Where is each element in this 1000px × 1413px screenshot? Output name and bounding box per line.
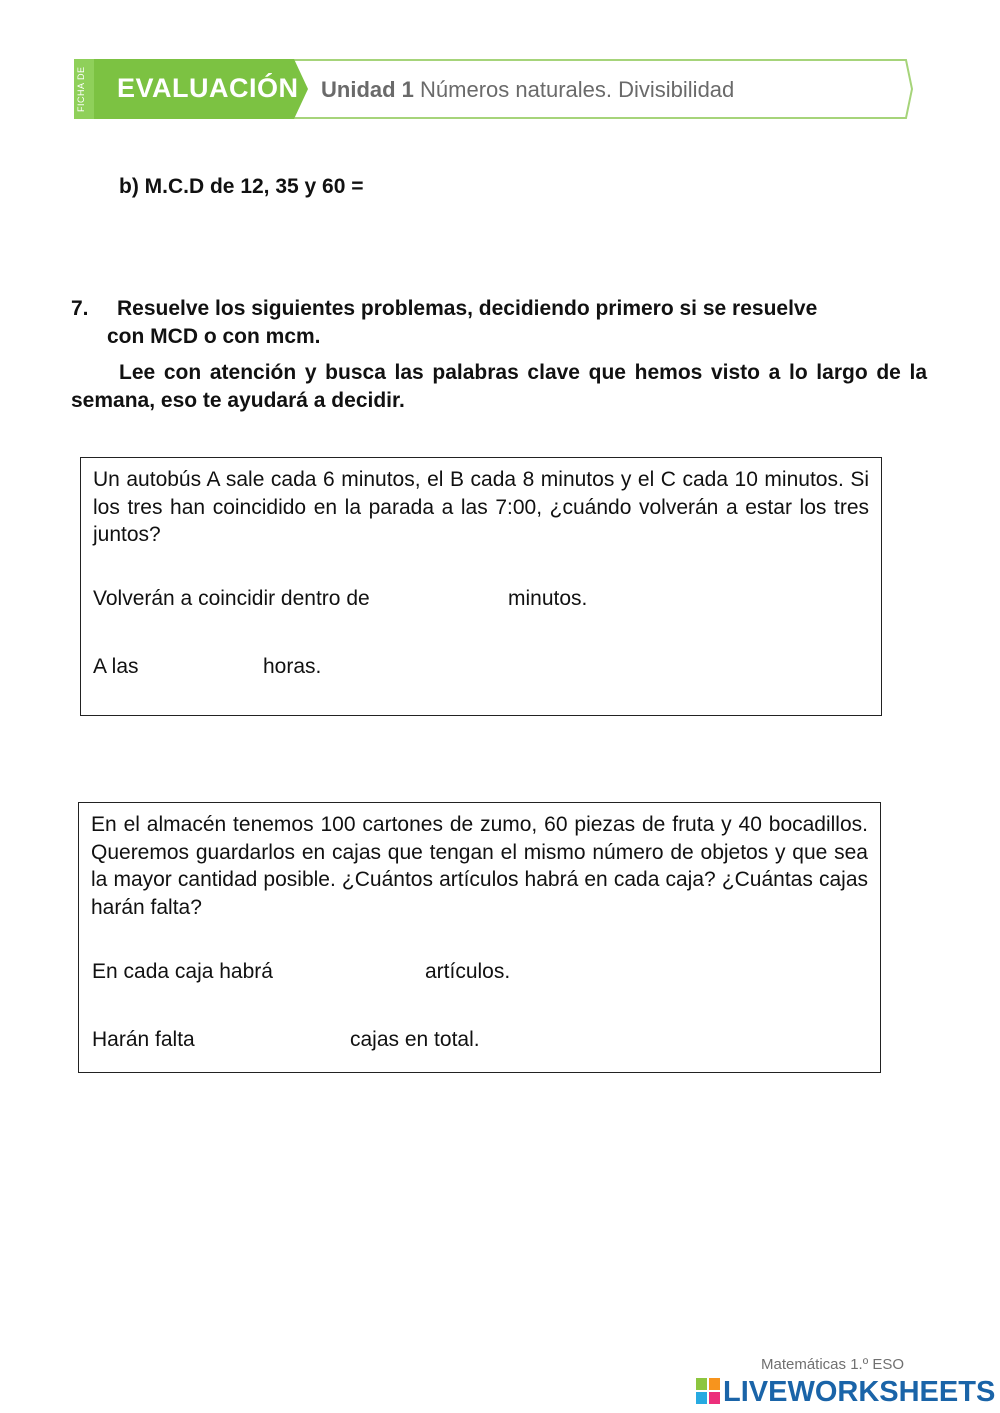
question-7	[71, 295, 927, 415]
ficha-label: FICHA DE	[76, 66, 86, 112]
answer-1-prefix: Volverán a coincidir dentro de	[93, 587, 370, 610]
footer-course: Matemáticas 1.º ESO	[761, 1356, 905, 1373]
unit-topic: Números naturales. Divisibilidad	[420, 77, 735, 102]
instruction-line-1: Resuelve los siguientes problemas, decidiendo primero si se resuelve	[117, 297, 818, 320]
unit-title	[321, 77, 734, 103]
problem-1-answer-1	[93, 587, 370, 611]
answer-2-prefix: A las	[93, 655, 139, 678]
question-number: 7.	[71, 297, 89, 320]
problem-2-statement: En el almacén tenemos 100 cartones de zumo, 60 piezas de fruta y 40 bocadillos. Queremos guardarlos en cajas que tengan el mismo número de objetos y que sea la mayor cantidad posible. ¿Cuántos artículos habrá en cada caja? ¿Cuántas cajas harán falta?	[91, 813, 868, 919]
question-7-instruction	[71, 295, 927, 323]
problem-1-statement: Un autobús A sale cada 6 minutos, el B cada 8 minutos y el C cada 10 minutos. Si los tres han coincidido en la parada a las 7:00, ¿cuándo volverán a estar los tres juntos?	[93, 468, 869, 546]
liveworksheets-watermark: LIVEWORKSHEETS	[723, 1376, 996, 1408]
answer-1-prefix: En cada caja habrá	[92, 960, 273, 983]
exercise-b: b) M.C.D de 12, 35 y 60 =	[119, 175, 364, 198]
unit-label: Unidad 1	[321, 77, 414, 102]
problem-2-box	[78, 802, 881, 1073]
answer-1-suffix: minutos.	[508, 587, 588, 610]
liveworksheets-logo-icon	[696, 1378, 720, 1404]
question-7-tip: Lee con atención y busca las palabras clave que hemos visto a lo largo de la semana, eso te ayudará a decidir.	[71, 361, 927, 412]
answer-2-prefix: Harán falta	[92, 1028, 195, 1051]
problem-1-box	[80, 457, 882, 716]
instruction-line-2: con MCD o con mcm.	[107, 325, 321, 348]
answer-2-suffix: cajas en total.	[350, 1028, 480, 1051]
evaluation-title: EVALUACIÓN	[117, 73, 299, 103]
answer-1-suffix: artículos.	[425, 960, 511, 983]
answer-2-suffix: horas.	[263, 655, 322, 678]
